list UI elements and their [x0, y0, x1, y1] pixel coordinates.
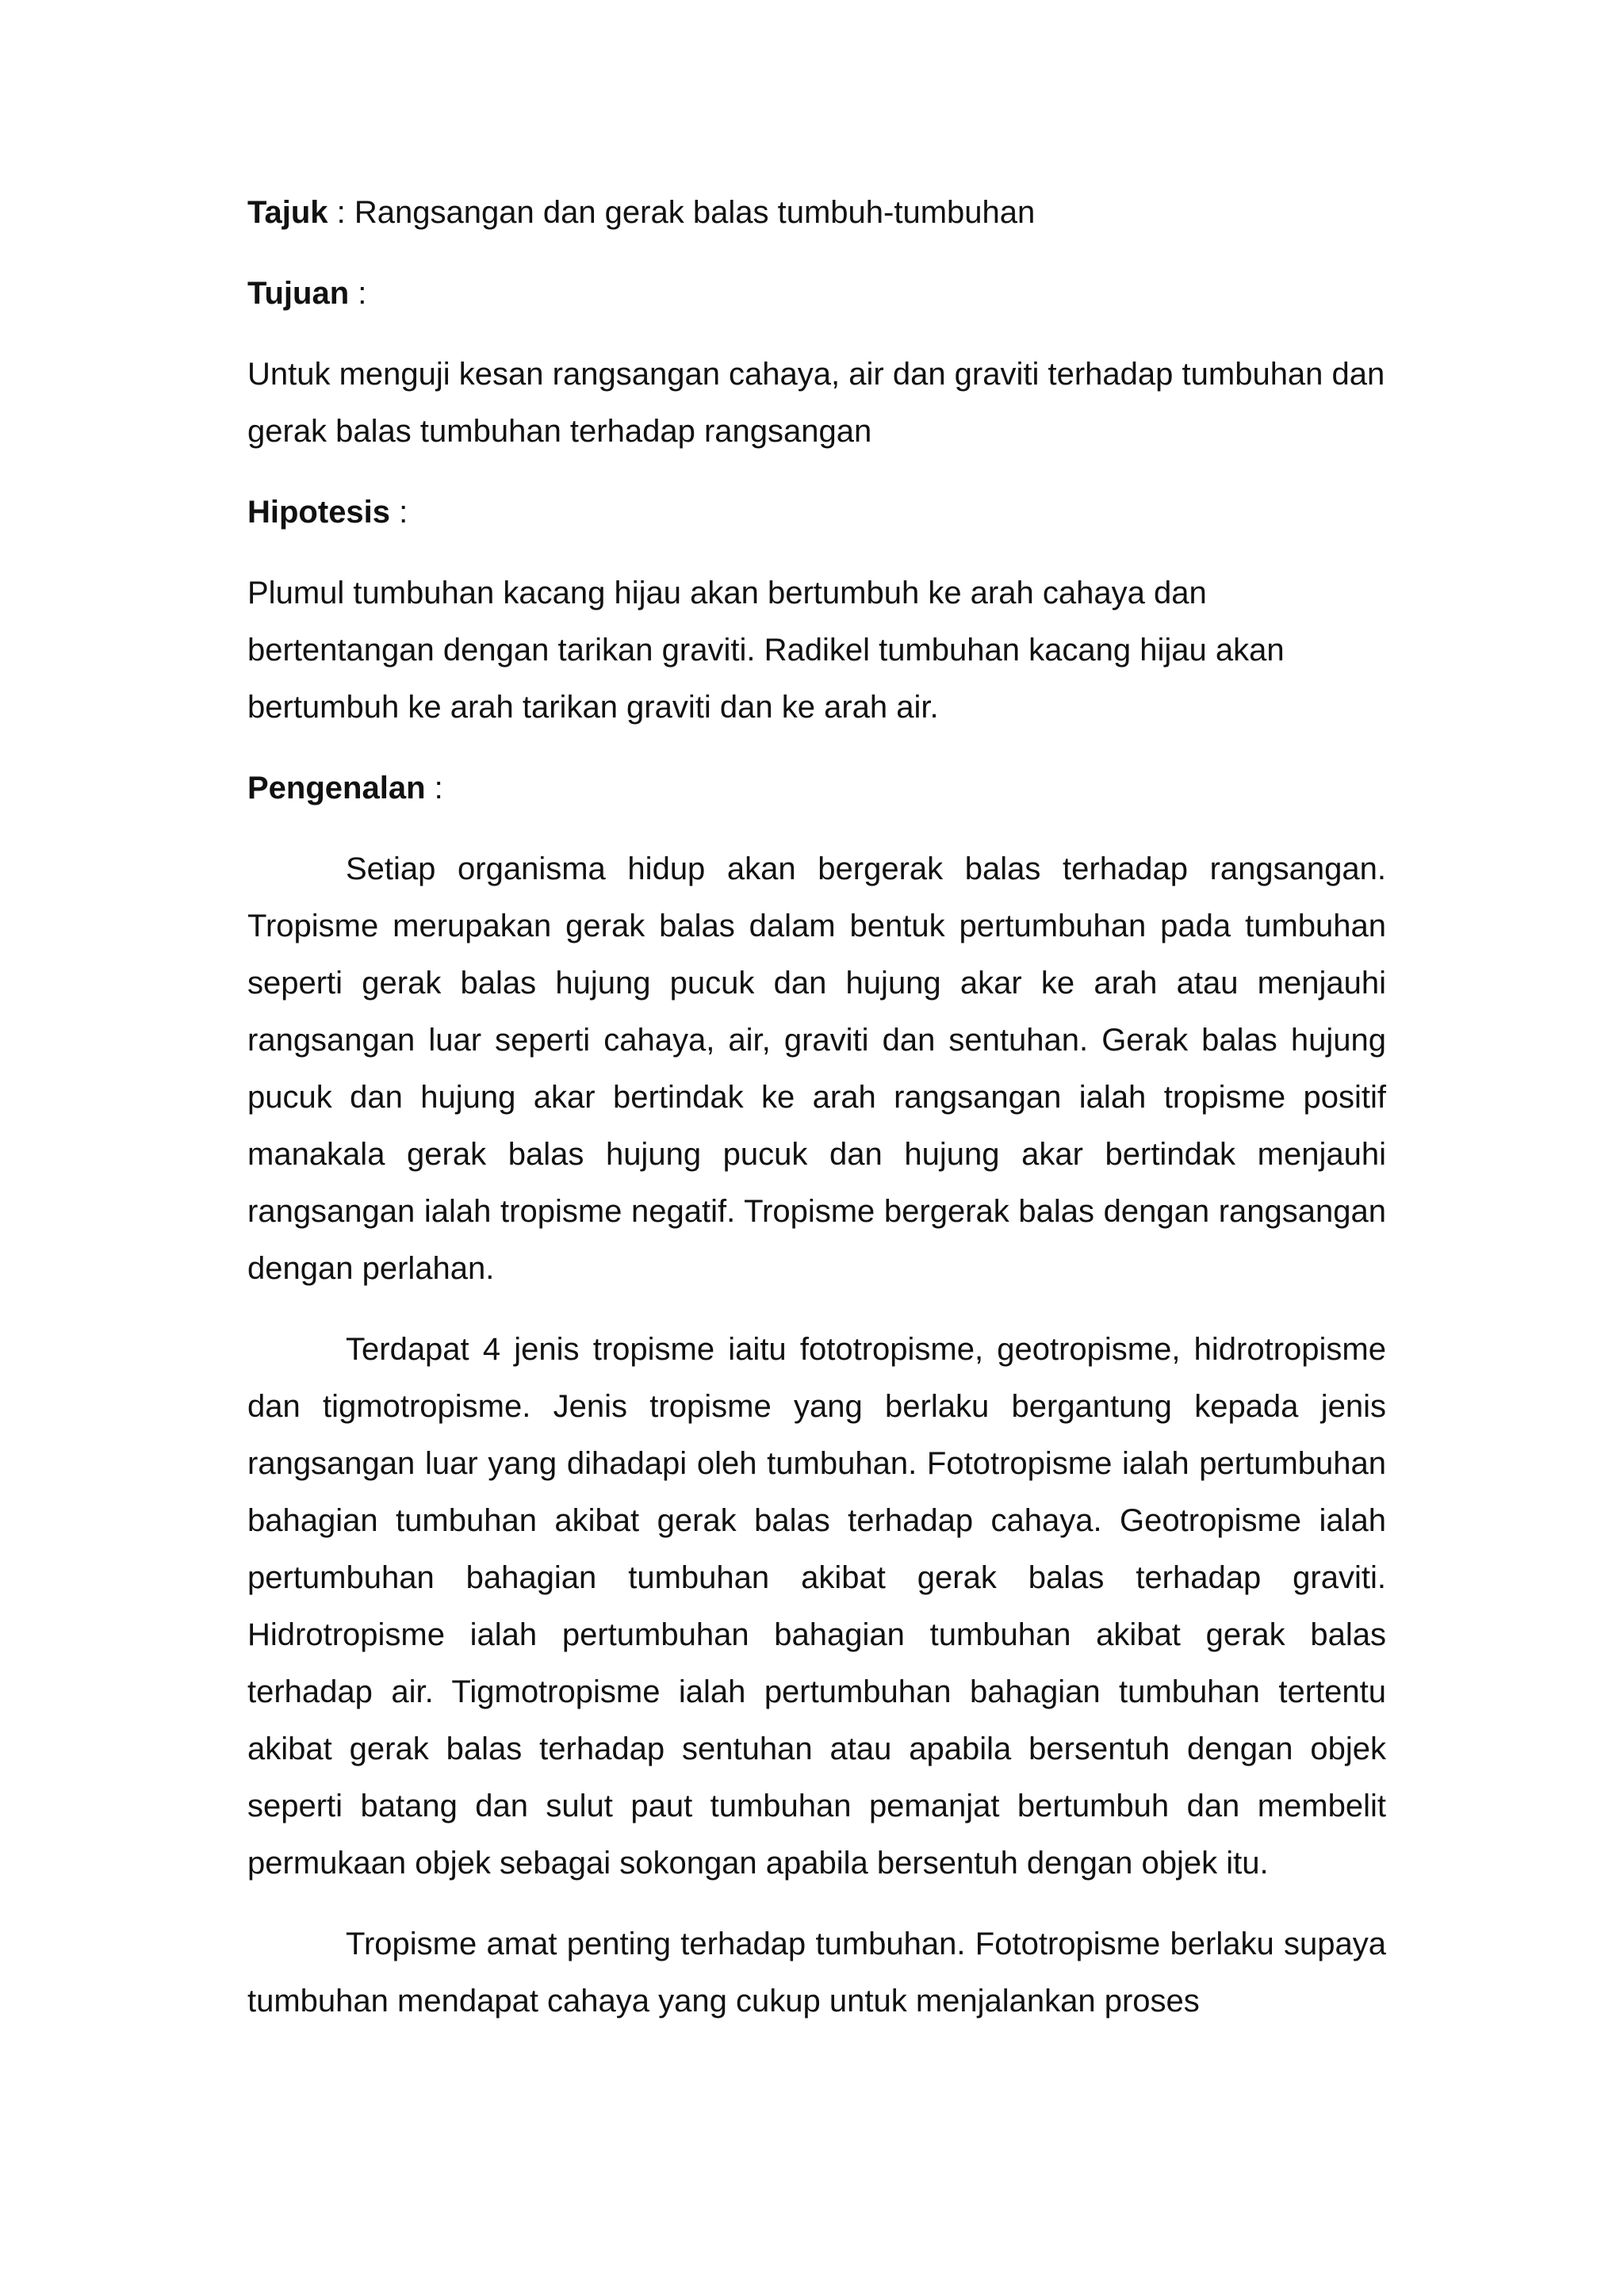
document-body	[247, 184, 1386, 2030]
hipotesis-heading	[247, 484, 1386, 541]
tujuan-heading	[247, 265, 1386, 322]
hipotesis-separator: :	[390, 495, 408, 530]
title-separator: :	[327, 195, 354, 230]
tujuan-separator: :	[349, 276, 367, 311]
pengenalan-separator: :	[425, 771, 443, 806]
pengenalan-label: Pengenalan	[247, 771, 426, 806]
pengenalan-paragraph-3: Tropisme amat penting terhadap tumbuhan. Fototropisme berlaku supaya tumbuhan mendapat cahaya yang cukup untuk menjalankan proses	[247, 1927, 1386, 2019]
tujuan-text: Untuk menguji kesan rangsangan cahaya, air dan graviti terhadap tumbuhan dan gerak balas tumbuhan terhadap rangsangan	[247, 357, 1385, 449]
pengenalan-paragraph-1: Setiap organisma hidup akan bergerak balas terhadap rangsangan. Tropisme merupakan gerak balas dalam bentuk pertumbuhan pada tumbuhan seperti gerak balas hujung pucuk dan hujung akar ke arah atau menjauhi rangsangan luar seperti cahaya, air, graviti dan sentuhan. Gerak balas hujung pucuk dan hujung akar bertindak ke arah rangsangan ialah tropisme positif manakala gerak balas hujung pucuk dan hujung akar bertindak menjauhi rangsangan ialah tropisme negatif. Tropisme bergerak balas dengan rangsangan dengan perlahan.	[247, 851, 1386, 1286]
hipotesis-label: Hipotesis	[247, 495, 391, 530]
hipotesis-text: Plumul tumbuhan kacang hijau akan bertumbuh ke arah cahaya dan bertentangan dengan tarikan graviti. Radikel tumbuhan kacang hijau akan bertumbuh ke arah tarikan graviti dan ke arah air.	[247, 576, 1285, 725]
tujuan-label: Tujuan	[247, 276, 350, 311]
pengenalan-heading	[247, 760, 1386, 817]
pengenalan-paragraph-2: Terdapat 4 jenis tropisme iaitu fototropisme, geotropisme, hidrotropisme dan tigmotropisme. Jenis tropisme yang berlaku bergantung kepada jenis rangsangan luar yang dihadapi oleh tumbuhan. Fototropisme ialah pertumbuhan bahagian tumbuhan akibat gerak balas terhadap cahaya. Geotropisme ialah pertumbuhan bahagian tumbuhan akibat gerak balas terhadap graviti. Hidrotropisme ialah pertumbuhan bahagian tumbuhan akibat gerak balas terhadap air. Tigmotropisme ialah pertumbuhan bahagian tumbuhan tertentu akibat gerak balas terhadap sentuhan atau apabila bersentuh dengan objek seperti batang dan sulut paut tumbuhan pemanjat bertumbuh dan membelit permukaan objek sebagai sokongan apabila bersentuh dengan objek itu.	[247, 1332, 1386, 1881]
title-line	[247, 184, 1386, 241]
title-label: Tajuk	[247, 195, 328, 230]
title-value: Rangsangan dan gerak balas tumbuh-tumbuhan	[354, 195, 1036, 230]
